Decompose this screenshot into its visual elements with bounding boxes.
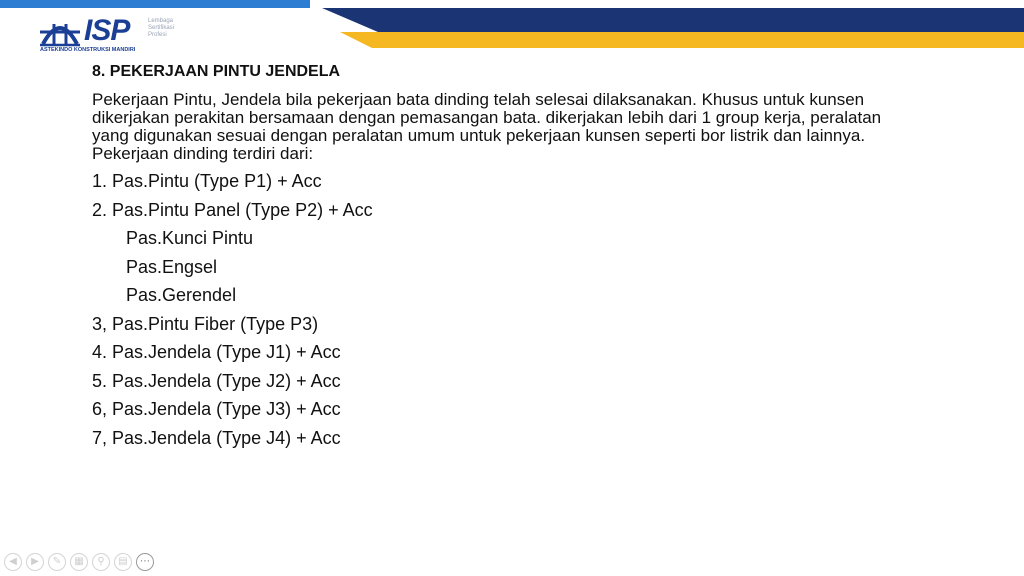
- slides-grid-icon[interactable]: ▦: [70, 553, 88, 571]
- list-subitem: Pas.Kunci Pintu: [126, 228, 254, 248]
- zoom-icon[interactable]: ⚲: [92, 553, 110, 571]
- presentation-toolbar: [4, 553, 154, 573]
- list-subitem: Pas.Engsel: [126, 256, 218, 277]
- work-item-list: [92, 167, 952, 452]
- list-subitem: Pas.Gerendel: [126, 285, 237, 305]
- description-paragraph: Pekerjaan Pintu, Jendela bila pekerjaan bata dinding telah selesai dilaksanakan. Khusus untuk kunsen dikerjakan perakitan bersamaan dengan pemasangan bata. dikerjakan lebih dari 1 group kerja, peralatan yang digunakan sesuai dengan peralatan umum untuk pekerjaan kunsen seperti bor listrik dan lainnya. Pekerjaan dinding terdiri dari:: [92, 90, 882, 163]
- previous-slide-icon[interactable]: ◀: [4, 553, 22, 571]
- logo-wordmark: ISP: [84, 14, 130, 47]
- list-item: 5. Pas.Jendela (Type J2) + Acc: [92, 370, 341, 391]
- list-item: 7, Pas.Jendela (Type J4) + Acc: [92, 427, 341, 448]
- slide-content: [92, 62, 952, 452]
- logo-tagline-line: Lembaga: [148, 18, 174, 24]
- pen-icon[interactable]: ✎: [48, 553, 66, 571]
- subtitles-icon[interactable]: ▤: [114, 553, 132, 571]
- next-slide-icon[interactable]: ▶: [26, 553, 44, 571]
- list-item: 3, Pas.Pintu Fiber (Type P3): [92, 313, 319, 334]
- logo-footer-text: ASTEKINDO KONSTRUKSI MANDIRI: [40, 47, 136, 53]
- list-item: 1. Pas.Pintu (Type P1) + Acc: [92, 171, 322, 191]
- list-item: 4. Pas.Jendela (Type J1) + Acc: [92, 342, 341, 362]
- logo-tagline: [148, 18, 188, 39]
- list-item: 6, Pas.Jendela (Type J3) + Acc: [92, 399, 341, 419]
- arch-logo-icon: [40, 14, 80, 48]
- isp-logo: [40, 14, 190, 56]
- list-item: 2. Pas.Pintu Panel (Type P2) + Acc: [92, 199, 373, 220]
- logo-tagline-line: Sertifikasi: [148, 25, 175, 31]
- logo-tagline-line: Profesi: [148, 32, 167, 38]
- more-options-icon[interactable]: ⋯: [136, 553, 154, 571]
- section-heading: 8. PEKERJAAN PINTU JENDELA: [92, 63, 341, 80]
